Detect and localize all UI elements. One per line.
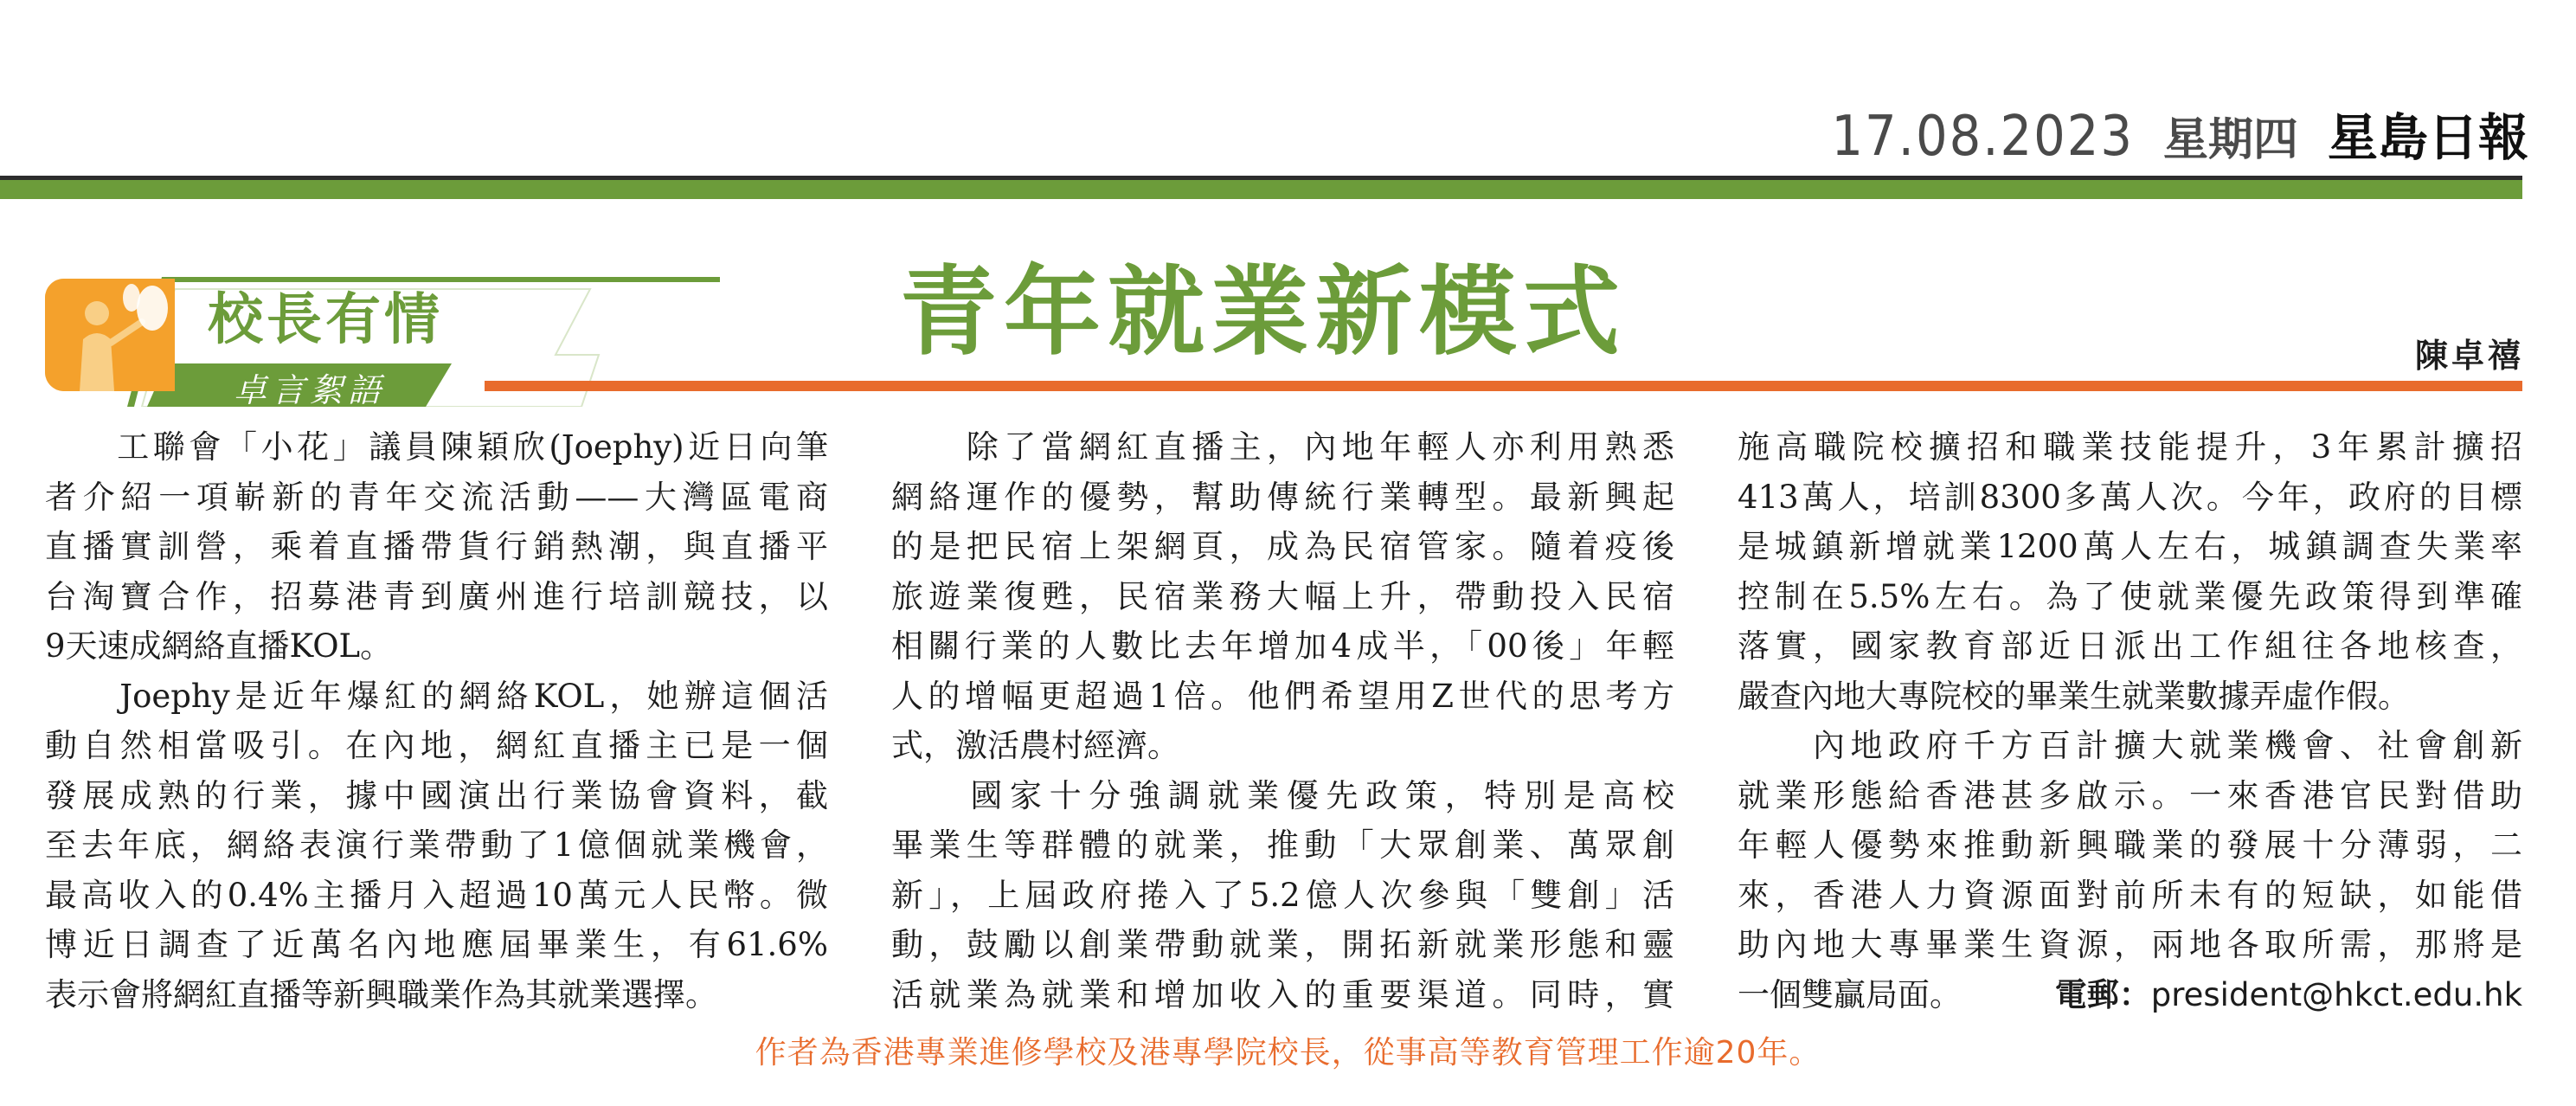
text-line: 活就業為就業和增加收入的重要渠道。同時，實 [891, 975, 1674, 1013]
teacher-board-icon [45, 279, 175, 391]
text-line: 最高收入的0.4%主播月入超過10萬元人民幣。微 [45, 876, 828, 914]
text-line: 網絡運作的優勢，幫助傳統行業轉型。最新興起 [891, 478, 1674, 516]
author-note: 作者為香港專業進修學校及港專學院校長，從事高等教育管理工作逾20年。 [755, 1035, 1821, 1071]
text-line: 落實，國家教育部近日派出工作組往各地核查， [1738, 627, 2522, 665]
text-line: 國家十分強調就業優先政策，特別是高校 [891, 776, 1674, 814]
text-line: 表示會將網紅直播等新興職業作為其就業選擇。 [45, 975, 717, 1013]
text-line: 人的增幅更超過1倍。他們希望用Z世代的思考方 [891, 677, 1674, 715]
text-line: 年輕人優勢來推動新興職業的發展十分薄弱，二 [1738, 826, 2522, 864]
masthead-rule-green [0, 180, 2522, 199]
text-line: 一個雙贏局面。 [1738, 975, 1978, 1013]
headline-rule [485, 381, 2522, 391]
text-line: 發展成熟的行業，據中國演出行業協會資料，截 [45, 776, 828, 814]
text-line: 助內地大專畢業生資源，兩地各取所需，那將是 [1738, 926, 2522, 963]
text-line: 內地政府千方百計擴大就業機會、社會創新 [1738, 727, 2522, 764]
column-title: 校長有情 [208, 288, 443, 352]
final-line [1738, 970, 2522, 1020]
email-label: 電郵： [2054, 975, 2151, 1013]
text-line: 直播實訓營，乘着直播帶貨行銷熱潮，與直播平 [45, 528, 828, 565]
article-column-3 [1738, 422, 2522, 1019]
publication-date: 17.08.2023 [1831, 105, 2134, 169]
text-line: 者介紹一項嶄新的青年交流活動——大灣區電商 [45, 478, 828, 516]
column-subtitle: 卓言絮語 [234, 371, 387, 409]
text-line: 9天速成網絡直播KOL。 [45, 627, 393, 665]
text-line: 是城鎮新增就業1200萬人左右，城鎮調查失業率 [1738, 528, 2522, 565]
text-line: 動，鼓勵以創業帶動就業，開拓新就業形態和靈 [891, 926, 1674, 963]
text-line: 施高職院校擴招和職業技能提升，3年累計擴招 [1738, 428, 2522, 466]
article-column-2 [891, 422, 1674, 1019]
text-line: 除了當網紅直播主，內地年輕人亦利用熟悉 [891, 428, 1674, 466]
text-line: 畢業生等群體的就業，推動「大眾創業、萬眾創 [891, 826, 1674, 864]
article-column-1 [45, 422, 828, 1019]
email-address: president@hkct.edu.hk [2150, 975, 2522, 1013]
newspaper-name: 星島日報 [2327, 108, 2528, 168]
author-byline: 陳卓禧 [2414, 337, 2524, 375]
text-line: 來，香港人力資源面對前所未有的短缺，如能借 [1738, 876, 2522, 914]
text-line: 嚴查內地大專院校的畢業生就業數據弄虛作假。 [1738, 677, 2410, 715]
text-line: 控制在5.5%左右。為了使就業優先政策得到準確 [1738, 577, 2522, 615]
weekday: 星期四 [2162, 114, 2298, 167]
text-line: 博近日調查了近萬名內地應屆畢業生，有61.6% [45, 926, 828, 963]
email-contact [2055, 970, 2522, 1020]
text-line: 至去年底，網絡表演行業帶動了1億個就業機會， [45, 826, 828, 864]
text-line: 的是把民宿上架網頁，成為民宿管家。隨着疫後 [891, 528, 1674, 565]
text-line: 台淘寶合作，招募港青到廣州進行培訓競技，以 [45, 577, 828, 615]
text-line: 就業形態給香港甚多啟示。一來香港官民對借助 [1738, 776, 2522, 814]
text-line: 工聯會「小花」議員陳穎欣(Joephy)近日向筆 [45, 428, 828, 466]
masthead [1831, 87, 2528, 169]
text-line: Joephy是近年爆紅的網絡KOL，她辦這個活 [45, 677, 828, 715]
article-headline: 青年就業新模式 [900, 256, 1627, 369]
text-line: 動自然相當吸引。在內地，網紅直播主已是一個 [45, 727, 828, 764]
text-line: 新」，上屆政府捲入了5.2億人次參與「雙創」活 [891, 876, 1674, 914]
text-line: 相關行業的人數比去年增加4成半，「00後」年輕 [891, 627, 1674, 665]
text-line: 旅遊業復甦，民宿業務大幅上升，帶動投入民宿 [891, 577, 1674, 615]
text-line: 式，激活農村經濟。 [891, 727, 1179, 764]
text-line: 413萬人，培訓8300多萬人次。今年，政府的目標 [1738, 478, 2522, 516]
